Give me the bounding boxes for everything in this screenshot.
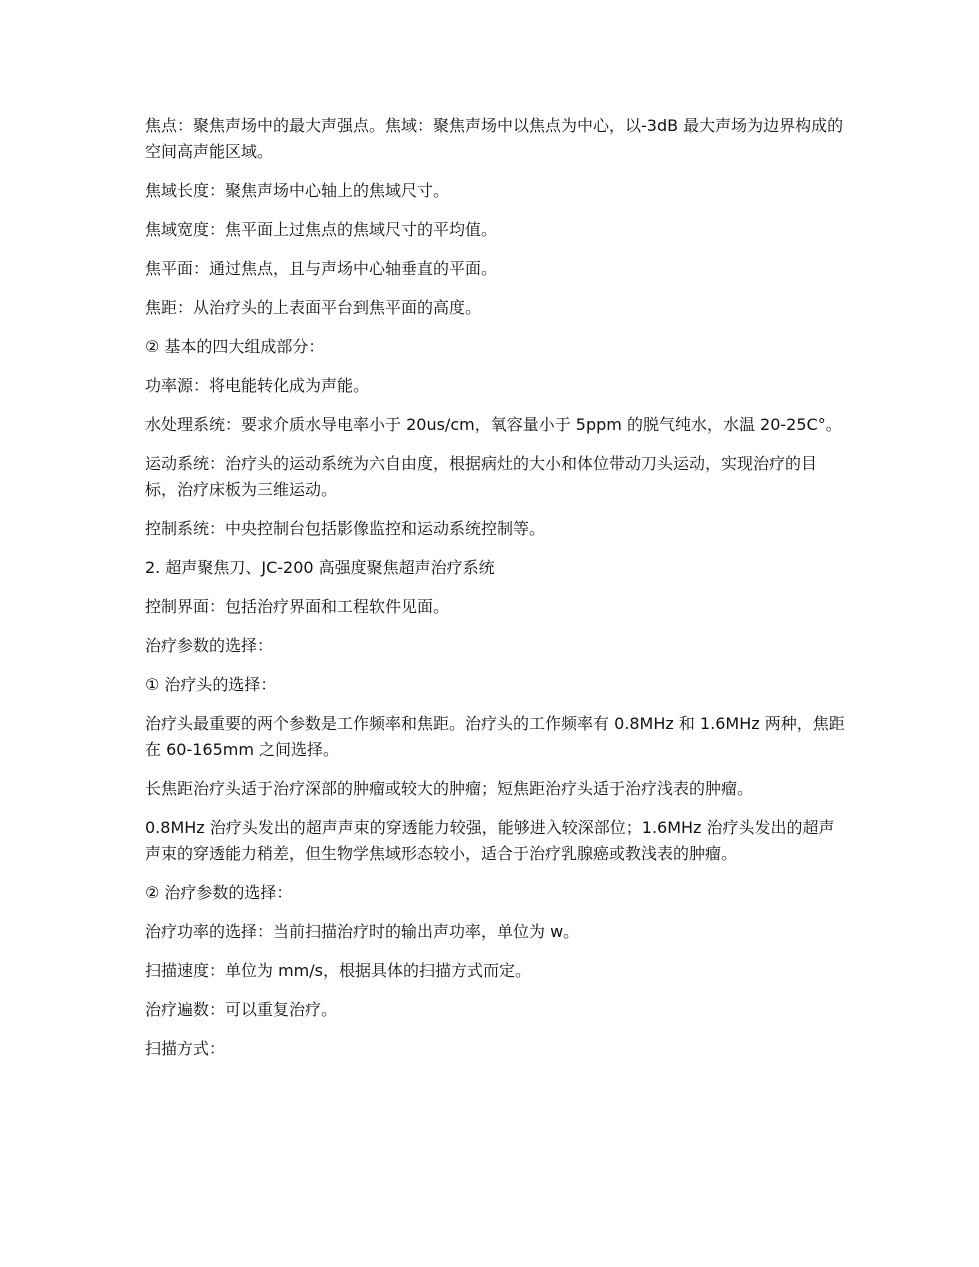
heading-treatment-head-selection: ① 治疗头的选择：	[145, 675, 277, 694]
heading-treatment-parameters: 治疗参数的选择：	[145, 636, 274, 655]
paragraph-scan-mode: 扫描方式：	[145, 1039, 226, 1058]
paragraph-head-parameters: 治疗头最重要的两个参数是工作频率和焦距。治疗头的工作频率有 0.8MHz 和 1.6MHz 两种，焦距在 60-165mm 之间选择。	[145, 714, 845, 759]
paragraph-focal-head-types: 长焦距治疗头适于治疗深部的肿瘤或较大的肿瘤；短焦距治疗头适于治疗浅表的肿瘤。	[145, 779, 754, 798]
paragraph-water-system: 水处理系统：要求介质水导电率小于 20us/cm，氧容量小于 5ppm 的脱气纯水，水温 20-25C°。	[145, 415, 842, 434]
paragraph-control-interface: 控制界面：包括治疗界面和工程软件见面。	[145, 597, 450, 616]
heading-section-2: 2. 超声聚焦刀、JC-200 高强度聚焦超声治疗系统	[145, 558, 495, 577]
heading-parameter-selection: ② 治疗参数的选择：	[145, 883, 293, 902]
paragraph-control-system: 控制系统：中央控制台包括影像监控和运动系统控制等。	[145, 519, 546, 538]
paragraph-frequency-comparison: 0.8MHz 治疗头发出的超声声束的穿透能力较强，能够进入较深部位；1.6MHz 治疗头发出的超声声束的穿透能力稍差，但生物学焦域形态较小，适合于治疗乳腺癌或教浅表的肿瘤。	[145, 818, 835, 863]
paragraph-focus-definition: 焦点：聚焦声场中的最大声强点。焦域：聚焦声场中以焦点为中心，以-3dB 最大声场为边界构成的空间高声能区域。	[145, 116, 844, 161]
paragraph-focal-length-of-region: 焦域长度：聚焦声场中心轴上的焦域尺寸。	[145, 181, 450, 200]
paragraph-focal-plane: 焦平面：通过焦点，且与声场中心轴垂直的平面。	[145, 259, 498, 278]
document-body	[145, 113, 845, 1075]
paragraph-scan-speed: 扫描速度：单位为 mm/s，根据具体的扫描方式而定。	[145, 961, 531, 980]
paragraph-treatment-power: 治疗功率的选择：当前扫描治疗时的输出声功率，单位为 w。	[145, 922, 580, 941]
paragraph-focal-width: 焦域宽度：焦平面上过焦点的焦域尺寸的平均值。	[145, 220, 498, 239]
paragraph-treatment-passes: 治疗遍数：可以重复治疗。	[145, 1000, 338, 1019]
paragraph-focal-distance: 焦距：从治疗头的上表面平台到焦平面的高度。	[145, 298, 482, 317]
paragraph-motion-system: 运动系统：治疗头的运动系统为六自由度，根据病灶的大小和体位带动刀头运动，实现治疗的目标，治疗床板为三维运动。	[145, 454, 818, 499]
paragraph-power-source: 功率源：将电能转化成为声能。	[145, 376, 370, 395]
heading-four-components: ② 基本的四大组成部分：	[145, 337, 325, 356]
